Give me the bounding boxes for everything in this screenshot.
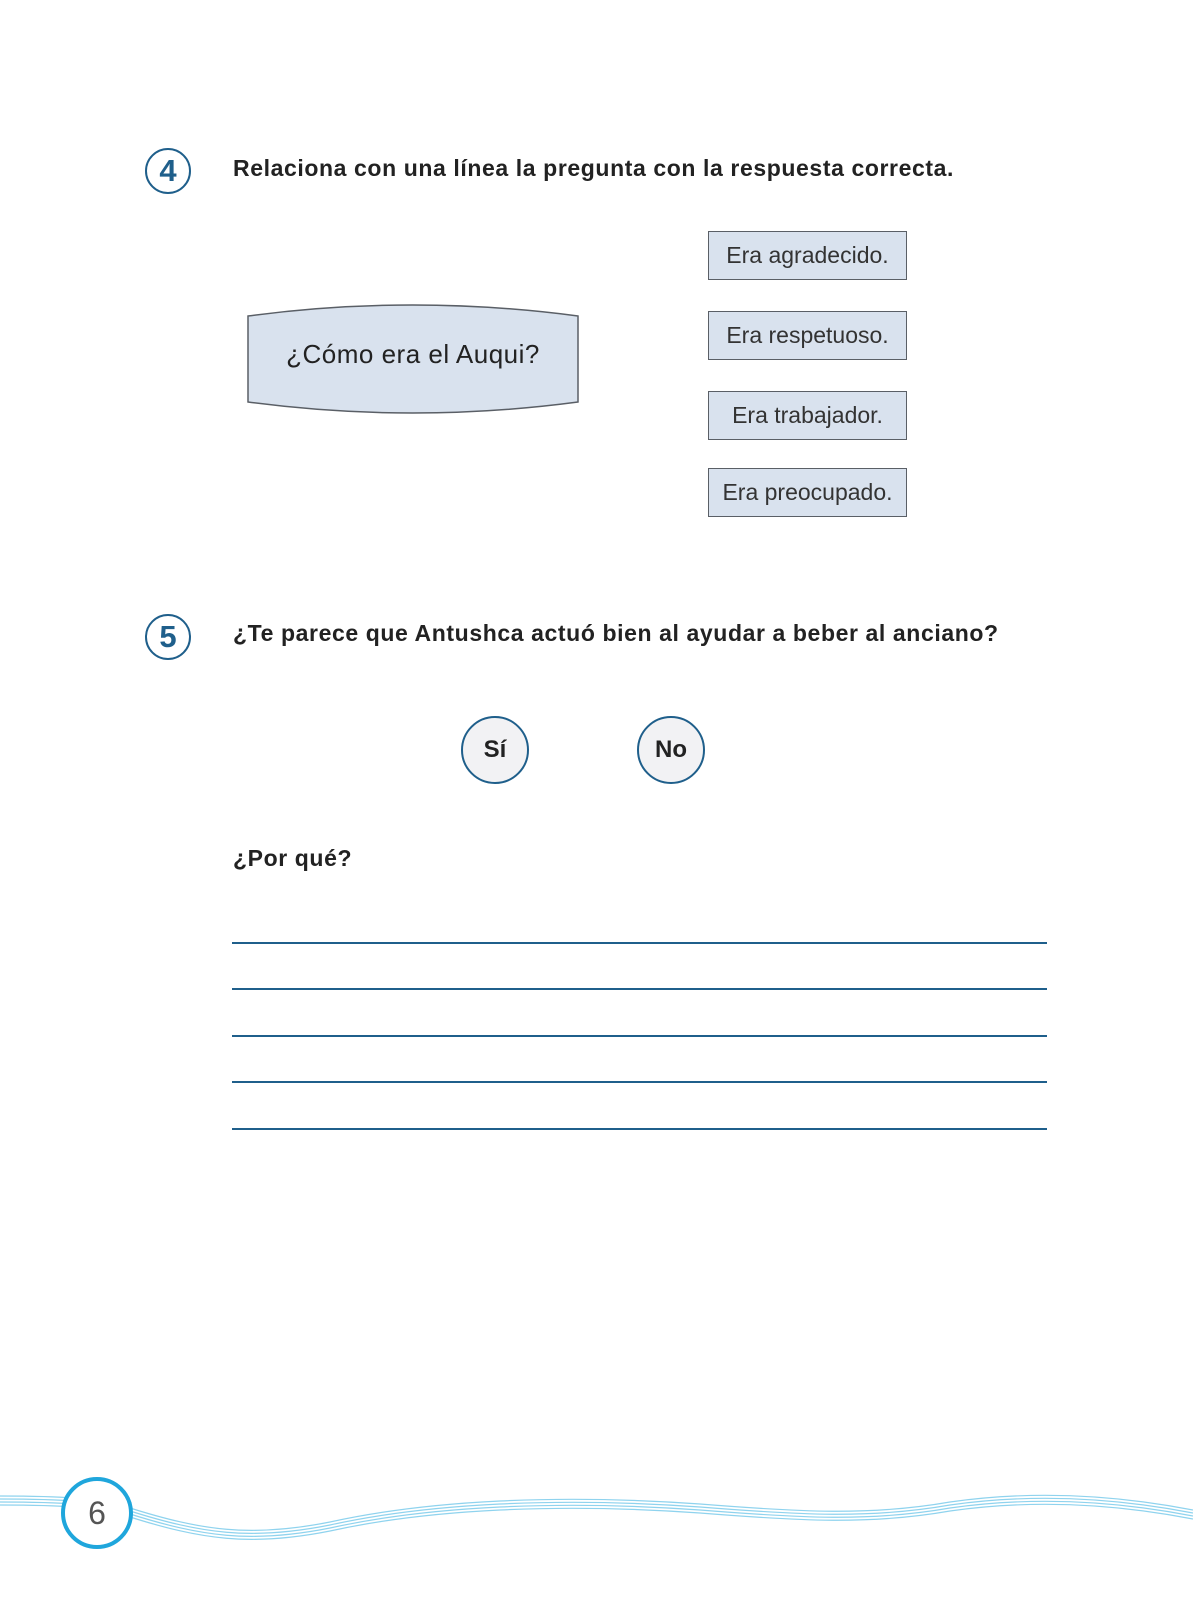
answer-line[interactable]	[232, 988, 1047, 990]
page-number: 6	[61, 1477, 133, 1549]
option-preocupado[interactable]: Era preocupado.	[708, 468, 907, 517]
option-agradecido[interactable]: Era agradecido.	[708, 231, 907, 280]
exercise-5-number: 5	[145, 614, 191, 660]
option-trabajador[interactable]: Era trabajador.	[708, 391, 907, 440]
question-auqui: ¿Cómo era el Auqui?	[286, 338, 540, 369]
exercise-4-number: 4	[145, 148, 191, 194]
answer-line[interactable]	[232, 1035, 1047, 1037]
exercise-5-question: ¿Te parece que Antushca actuó bien al ayudar a beber al anciano?	[233, 620, 999, 646]
answer-line[interactable]	[232, 1128, 1047, 1130]
option-respetuoso[interactable]: Era respetuoso.	[708, 311, 907, 360]
answer-line[interactable]	[232, 942, 1047, 944]
why-label: ¿Por qué?	[233, 845, 353, 871]
footer-wave	[0, 1470, 1193, 1580]
choice-no[interactable]: No	[637, 716, 705, 784]
answer-line[interactable]	[232, 1081, 1047, 1083]
exercise-4-instruction: Relaciona con una línea la pregunta con la respuesta correcta.	[233, 155, 955, 181]
choice-si[interactable]: Sí	[461, 716, 529, 784]
